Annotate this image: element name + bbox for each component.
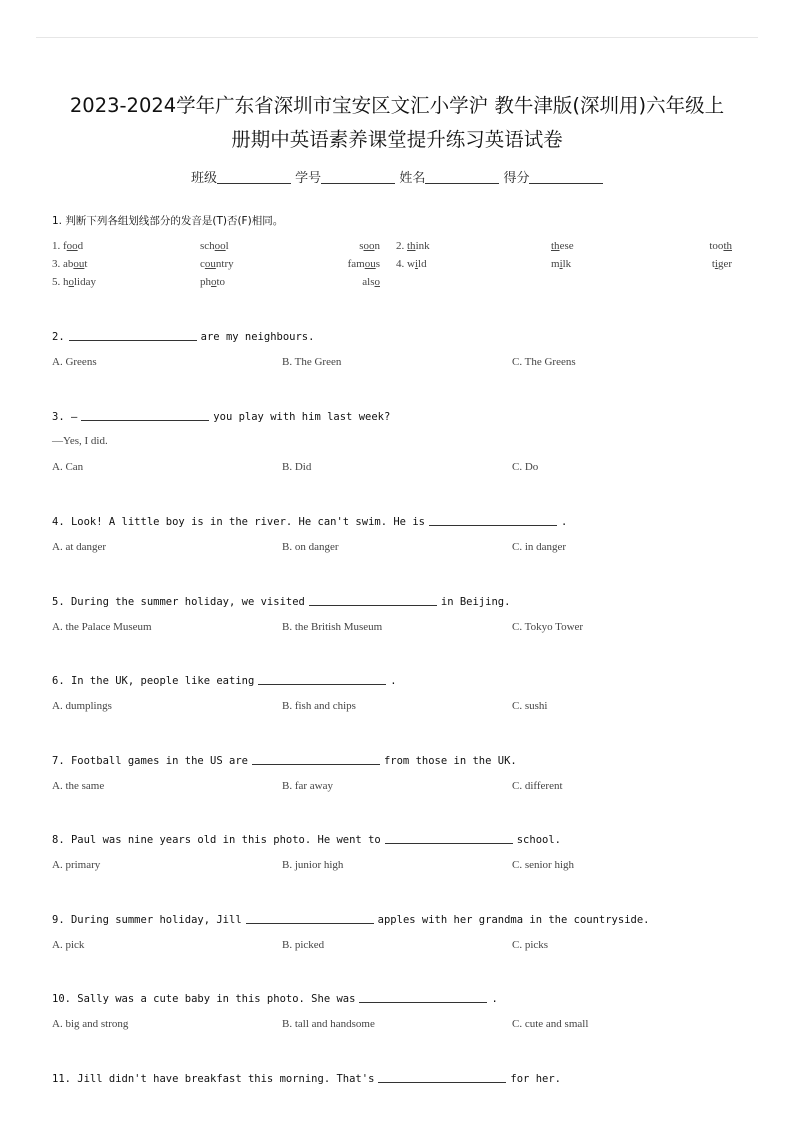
answer-blank[interactable] bbox=[81, 410, 209, 421]
q1-group-1-word-1: 1. food bbox=[52, 240, 84, 252]
underlined-letters: oo bbox=[363, 240, 375, 252]
question-1-stem bbox=[52, 213, 283, 228]
q1-group-number: 4. bbox=[396, 258, 407, 270]
question-text: 11. Jill didn't have breakfast this morning. That's bbox=[52, 1073, 375, 1085]
question-9-option-c[interactable]: C. picks bbox=[512, 939, 549, 951]
answer-blank[interactable] bbox=[246, 913, 374, 924]
question-text: 2. bbox=[52, 331, 65, 343]
name-blank[interactable] bbox=[425, 170, 499, 184]
question-text: 7. Football games in the US are bbox=[52, 755, 248, 767]
score-blank[interactable] bbox=[529, 170, 603, 184]
question-5-stem bbox=[52, 595, 510, 608]
underlined-letters: oo bbox=[66, 240, 78, 252]
score-label: 得分 bbox=[503, 171, 530, 186]
q1-group-1-word-2: school bbox=[200, 240, 229, 252]
underlined-letters: th bbox=[407, 240, 416, 252]
question-text: . bbox=[390, 675, 397, 687]
q1-group-3-word-2: country bbox=[200, 258, 234, 270]
answer-blank[interactable] bbox=[309, 595, 437, 606]
question-6-stem bbox=[52, 674, 397, 687]
q1-group-2-word-1: 2. think bbox=[396, 240, 430, 252]
question-8-option-c[interactable]: C. senior high bbox=[512, 859, 575, 871]
underlined-letters: o bbox=[211, 276, 217, 288]
question-9-stem bbox=[52, 913, 649, 926]
student-info-row bbox=[191, 167, 603, 186]
q1-group-number: 1. bbox=[52, 240, 63, 252]
q1-group-number: 2. bbox=[396, 240, 407, 252]
question-text: from those in the UK. bbox=[383, 755, 517, 767]
question-1-text: 1. 判断下列各组划线部分的发音是(T)否(F)相同。 bbox=[52, 215, 284, 227]
answer-blank[interactable] bbox=[378, 1072, 506, 1083]
class-blank[interactable] bbox=[217, 170, 291, 184]
question-3-option-a[interactable]: A. Can bbox=[52, 461, 84, 473]
question-text: school. bbox=[516, 834, 561, 846]
question-text: 3. — bbox=[52, 411, 78, 423]
underlined-letters: o bbox=[68, 276, 74, 288]
question-8-option-b[interactable]: B. junior high bbox=[282, 859, 344, 871]
number-label: 学号 bbox=[295, 171, 322, 186]
class-label: 班级 bbox=[191, 171, 218, 186]
underlined-letters: i bbox=[414, 258, 419, 270]
q1-group-number: 3. bbox=[52, 258, 63, 270]
answer-blank[interactable] bbox=[429, 515, 557, 526]
q1-group-3-word-3: famous bbox=[347, 258, 380, 270]
question-8-option-a[interactable]: A. primary bbox=[52, 859, 101, 871]
answer-blank[interactable] bbox=[252, 754, 380, 765]
question-4-option-b[interactable]: B. on danger bbox=[282, 541, 339, 553]
q1-group-2-word-2: these bbox=[551, 240, 574, 252]
question-10-stem bbox=[52, 992, 498, 1005]
q1-group-5-word-3: also bbox=[362, 276, 380, 288]
question-8-stem bbox=[52, 833, 561, 846]
underlined-letters: ou bbox=[204, 258, 216, 270]
question-text: 10. Sally was a cute baby in this photo. She was bbox=[52, 993, 356, 1005]
question-text: 9. During summer holiday, Jill bbox=[52, 914, 242, 926]
question-4-option-a[interactable]: A. at danger bbox=[52, 541, 107, 553]
question-5-option-a[interactable]: A. the Palace Museum bbox=[52, 621, 152, 633]
question-2-stem bbox=[52, 330, 314, 343]
q1-group-1-word-3: soon bbox=[359, 240, 380, 252]
question-text: . bbox=[560, 516, 568, 528]
q1-group-2-word-3: tooth bbox=[709, 240, 732, 252]
question-2-option-a[interactable]: A. Greens bbox=[52, 356, 97, 368]
underlined-letters: o bbox=[374, 276, 380, 288]
header-divider bbox=[36, 37, 758, 38]
q1-group-5-word-2: photo bbox=[200, 276, 226, 288]
question-text: 8. Paul was nine years old in this photo. He went to bbox=[52, 834, 381, 846]
question-text: for her. bbox=[510, 1073, 561, 1085]
question-11-stem bbox=[52, 1072, 561, 1085]
question-6-option-c[interactable]: C. sushi bbox=[512, 700, 548, 712]
answer-blank[interactable] bbox=[258, 674, 386, 685]
answer-blank[interactable] bbox=[359, 992, 487, 1003]
q1-group-number: 5. bbox=[52, 276, 63, 288]
underlined-letters: th bbox=[551, 240, 560, 252]
underlined-letters: oo bbox=[214, 240, 226, 252]
question-10-option-a[interactable]: A. big and strong bbox=[52, 1018, 129, 1030]
underlined-letters: ou bbox=[364, 258, 376, 270]
question-2-option-b[interactable]: B. The Green bbox=[282, 356, 342, 368]
number-blank[interactable] bbox=[321, 170, 395, 184]
question-text: in Beijing. bbox=[440, 596, 511, 608]
question-5-option-c[interactable]: C. Tokyo Tower bbox=[512, 621, 584, 633]
q1-group-4-word-1: 4. wild bbox=[396, 258, 427, 270]
question-5-option-b[interactable]: B. the British Museum bbox=[282, 621, 383, 633]
underlined-letters: th bbox=[723, 240, 732, 252]
answer-blank[interactable] bbox=[69, 330, 197, 341]
question-4-option-c[interactable]: C. in danger bbox=[512, 541, 567, 553]
page-title-line-2: 册期中英语素养课堂提升练习英语试卷 bbox=[231, 128, 563, 151]
question-7-option-a[interactable]: A. the same bbox=[52, 780, 105, 792]
question-6-option-a[interactable]: A. dumplings bbox=[52, 700, 112, 712]
q1-group-4-word-3: tiger bbox=[711, 258, 732, 270]
question-9-option-a[interactable]: A. pick bbox=[52, 939, 85, 951]
underlined-letters: ou bbox=[73, 258, 85, 270]
question-3-option-c[interactable]: C. Do bbox=[512, 461, 539, 473]
question-4-stem bbox=[52, 515, 567, 528]
question-text: are my neighbours. bbox=[200, 331, 315, 343]
question-6-option-b[interactable]: B. fish and chips bbox=[282, 700, 356, 712]
underlined-letters: i bbox=[559, 258, 563, 270]
question-3-stem bbox=[52, 410, 390, 423]
question-text: you play with him last week? bbox=[213, 411, 391, 423]
page-title-line-1: 2023-2024学年广东省深圳市宝安区文汇小学沪 教牛津版(深圳用)六年级上 bbox=[69, 94, 725, 117]
underlined-letters: i bbox=[714, 258, 718, 270]
question-2-option-c[interactable]: C. The Greens bbox=[512, 356, 576, 368]
question-7-stem bbox=[52, 754, 517, 767]
question-3-option-b[interactable]: B. Did bbox=[282, 461, 312, 473]
q1-group-3-word-1: 3. about bbox=[52, 258, 88, 270]
q1-group-4-word-2: milk bbox=[551, 258, 572, 270]
question-9-option-b[interactable]: B. picked bbox=[282, 939, 325, 951]
question-10-option-c[interactable]: C. cute and small bbox=[512, 1018, 589, 1030]
question-7-option-c[interactable]: C. different bbox=[512, 780, 563, 792]
question-3-reply: —Yes, I did. bbox=[52, 435, 108, 447]
question-text: 4. Look! A little boy is in the river. He can't swim. He is bbox=[52, 516, 425, 528]
question-text: . bbox=[491, 993, 498, 1005]
question-7-option-b[interactable]: B. far away bbox=[282, 780, 334, 792]
name-label: 姓名 bbox=[399, 171, 426, 186]
answer-blank[interactable] bbox=[385, 833, 513, 844]
question-10-option-b[interactable]: B. tall and handsome bbox=[282, 1018, 375, 1030]
question-text: 5. During the summer holiday, we visited bbox=[52, 596, 305, 608]
question-text: apples with her grandma in the countryside. bbox=[377, 914, 650, 926]
question-text: 6. In the UK, people like eating bbox=[52, 675, 255, 687]
q1-group-5-word-1: 5. holiday bbox=[52, 276, 96, 288]
